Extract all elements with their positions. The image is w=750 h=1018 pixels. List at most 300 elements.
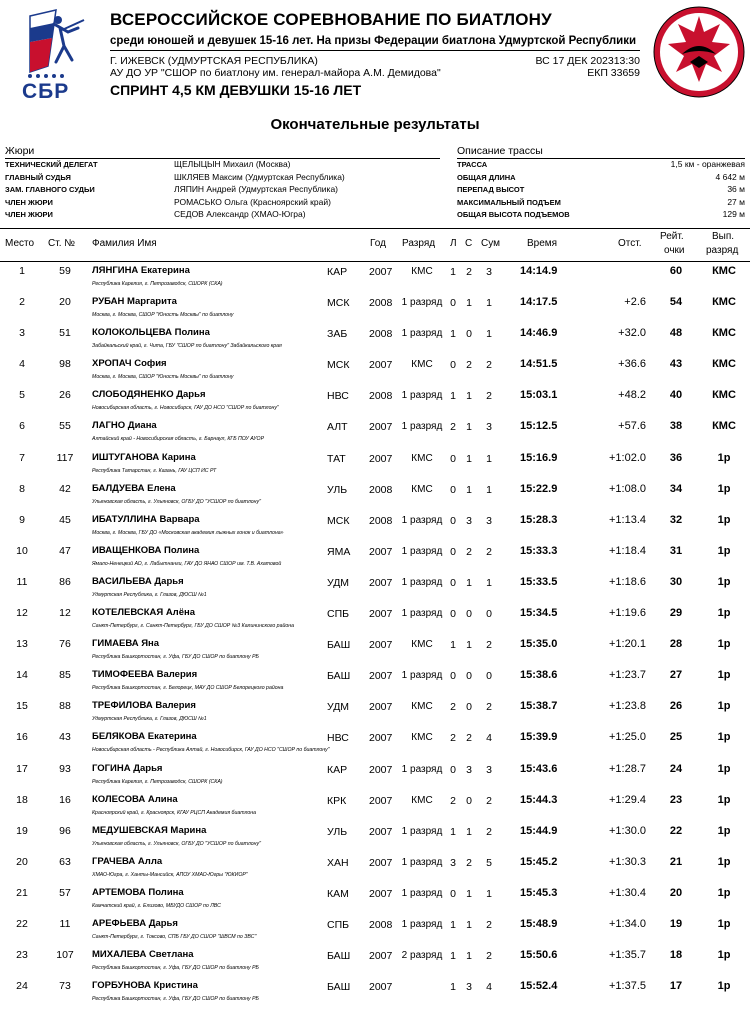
rating-points: 29 bbox=[669, 607, 683, 620]
table-row bbox=[0, 821, 750, 852]
birth-year: 2007 bbox=[369, 266, 393, 278]
table-row bbox=[0, 696, 750, 727]
time-gap: +1:02.0 bbox=[608, 451, 646, 464]
birth-year: 2008 bbox=[369, 514, 393, 527]
rating-points: 17 bbox=[669, 980, 683, 993]
birth-year: 2008 bbox=[369, 297, 393, 310]
finish-time: 15:22.9 bbox=[520, 482, 558, 495]
sport-rank: 1 разряд bbox=[401, 887, 443, 899]
region-code: УДМ bbox=[327, 701, 350, 714]
time-gap: +32.0 bbox=[618, 327, 646, 340]
athlete-club: Алтайский край - Новосибирская область, г. Барнаул, КГБ ПОУ АУОР bbox=[92, 436, 265, 443]
col-name: Фамилия Имя bbox=[92, 238, 157, 249]
region-code: УДМ bbox=[327, 576, 350, 589]
jury-row bbox=[5, 197, 440, 210]
region-code: МСК bbox=[327, 359, 350, 372]
standing-misses: 3 bbox=[466, 514, 472, 527]
col-place: Место bbox=[5, 238, 35, 249]
birth-year: 2007 bbox=[369, 701, 393, 714]
finish-time: 15:45.3 bbox=[520, 886, 558, 899]
sport-rank: КМС bbox=[411, 359, 433, 371]
athlete-club: Республика Башкортостан, г. Белорецк, МАУ ДО СШОР Белорецкого района bbox=[92, 685, 284, 692]
athlete-club: Республика Татарстан, г. Казань, ГАУ ЦСП ИС РТ bbox=[92, 467, 217, 474]
birth-year: 2007 bbox=[369, 794, 393, 807]
track-title: Описание трассы bbox=[457, 145, 543, 157]
standing-misses: 2 bbox=[466, 545, 472, 558]
rating-points: 32 bbox=[669, 513, 683, 526]
finish-time: 15:16.9 bbox=[520, 451, 558, 464]
rating-points: 20 bbox=[669, 886, 683, 899]
birth-year: 2007 bbox=[369, 452, 393, 465]
city: Г. ИЖЕВСК (УДМУРТСКАЯ РЕСПУБЛИКА) bbox=[110, 55, 318, 67]
prone-misses: 3 bbox=[450, 856, 456, 869]
birth-year: 2007 bbox=[369, 359, 393, 372]
finish-time: 15:33.3 bbox=[520, 544, 558, 557]
athlete-name: ТИМОФЕЕВА Валерия bbox=[92, 669, 198, 681]
bib-number: 12 bbox=[59, 607, 71, 620]
finish-time: 15:43.6 bbox=[520, 762, 558, 775]
total-misses: 3 bbox=[486, 514, 492, 527]
birth-year: 2007 bbox=[369, 421, 393, 434]
page-title: ВСЕРОССИЙСКОЕ СОРЕВНОВАНИЕ ПО БИАТЛОНУ bbox=[110, 10, 552, 29]
place: 13 bbox=[16, 638, 28, 651]
header-divider bbox=[110, 50, 640, 51]
bib-number: 73 bbox=[59, 980, 71, 993]
prone-misses: 1 bbox=[450, 639, 456, 652]
bib-number: 107 bbox=[56, 949, 74, 962]
place: 10 bbox=[16, 544, 28, 557]
bib-number: 98 bbox=[59, 358, 71, 371]
athlete-club: Республика Карелия, г. Петрозаводск, СШОРК (СКА) bbox=[92, 778, 223, 785]
region-code: БАШ bbox=[327, 950, 351, 963]
rating-points: 43 bbox=[669, 358, 683, 371]
bib-number: 26 bbox=[59, 389, 71, 402]
standing-misses: 0 bbox=[466, 608, 472, 621]
athlete-name: ВАСИЛЬЕВА Дарья bbox=[92, 575, 184, 587]
prone-misses: 2 bbox=[450, 421, 456, 434]
sport-rank: 1 разряд bbox=[401, 918, 443, 930]
region-code: ТАТ bbox=[327, 452, 346, 465]
time-gap: +57.6 bbox=[618, 420, 646, 433]
finish-time: 15:03.1 bbox=[520, 389, 558, 402]
total-misses: 3 bbox=[486, 421, 492, 434]
date-time: ВС 17 ДЕК 202313:30 bbox=[535, 55, 640, 67]
athlete-name: ГОРБУНОВА Кристина bbox=[92, 980, 198, 992]
rating-points: 38 bbox=[669, 420, 683, 433]
time-gap: +1:23.7 bbox=[608, 669, 646, 682]
jury-role: ЧЛЕН ЖЮРИ bbox=[5, 210, 53, 219]
time-gap: +1:37.5 bbox=[608, 980, 646, 993]
rating-points: 26 bbox=[669, 700, 683, 713]
col-category-l1: Вып. bbox=[712, 231, 735, 242]
jury-member: ЛЯПИН Андрей (Удмуртская Республика) bbox=[174, 184, 339, 194]
prone-misses: 2 bbox=[450, 701, 456, 714]
region-code: МСК bbox=[327, 514, 350, 527]
rating-points: 24 bbox=[669, 762, 683, 775]
region-code: ЯМА bbox=[327, 545, 351, 558]
region-code: МСК bbox=[327, 297, 350, 310]
table-row bbox=[0, 292, 750, 323]
track-value: 4 642 м bbox=[715, 171, 745, 182]
table-row bbox=[0, 634, 750, 665]
jury-row bbox=[5, 184, 440, 197]
sport-rank: 1 разряд bbox=[401, 670, 443, 682]
track-value: 129 м bbox=[722, 209, 745, 219]
prone-misses: 2 bbox=[450, 732, 456, 745]
jury-role: ЗАМ. ГЛАВНОГО СУДЬИ bbox=[5, 185, 95, 194]
bib-number: 42 bbox=[59, 482, 71, 495]
athlete-name: ИВАЩЕНКОВА Полина bbox=[92, 544, 200, 556]
table-row bbox=[0, 572, 750, 603]
birth-year: 2008 bbox=[369, 483, 393, 496]
athlete-name: ЛАГНО Диана bbox=[92, 420, 157, 432]
organizer: АУ ДО УР "СШОР по биатлону им. генерал-майора А.М. Демидова" bbox=[110, 67, 441, 79]
athlete-club: Забайкальский край, г. Чита, ГБУ "СШОР по биатлону" Забайкальского края bbox=[92, 343, 282, 350]
achieved-rank: 1р bbox=[717, 607, 731, 620]
rating-points: 40 bbox=[669, 389, 683, 402]
sbr-logo bbox=[8, 6, 88, 104]
athlete-club: Камчатский край, г. Елизово, МБУДО СШОР по ЛВС bbox=[92, 902, 221, 909]
athlete-club: Республика Башкортостан, г. Уфа, ГБУ ДО СШОР по биатлону РБ bbox=[92, 654, 259, 661]
jury-role: ЧЛЕН ЖЮРИ bbox=[5, 197, 53, 207]
bib-number: 11 bbox=[59, 917, 71, 930]
region-code: КАМ bbox=[327, 887, 349, 900]
finish-time: 14:17.5 bbox=[520, 296, 558, 309]
standing-misses: 2 bbox=[466, 359, 472, 372]
standing-misses: 1 bbox=[466, 887, 472, 900]
finish-time: 15:44.3 bbox=[520, 793, 558, 806]
athlete-name: АРЕФЬЕВА Дарья bbox=[92, 917, 178, 929]
ekp-number: ЕКП 33659 bbox=[587, 67, 640, 79]
sport-rank: 2 разряд bbox=[401, 950, 443, 962]
athlete-name: ГОГИНА Дарья bbox=[92, 762, 163, 774]
time-gap: +1:28.7 bbox=[608, 762, 646, 775]
rating-points: 60 bbox=[669, 265, 683, 277]
track-value: 27 м bbox=[727, 196, 745, 207]
birth-year: 2007 bbox=[369, 639, 393, 652]
athlete-name: КОТЕЛЕВСКАЯ Алёна bbox=[92, 607, 196, 619]
col-gap: Отст. bbox=[618, 238, 642, 249]
achieved-rank: 1р bbox=[717, 917, 731, 930]
birth-year: 2007 bbox=[369, 825, 393, 838]
table-row bbox=[0, 479, 750, 510]
time-gap: +1:35.7 bbox=[608, 949, 646, 962]
rating-points: 28 bbox=[669, 638, 683, 651]
athlete-club: Ульяновская область, г. Ульяновск, ОГБУ ДО "УСШОР по биатлону" bbox=[92, 498, 261, 505]
standing-misses: 1 bbox=[466, 825, 472, 838]
athlete-name: ГРАЧЕВА Алла bbox=[92, 855, 163, 867]
table-row bbox=[0, 883, 750, 914]
total-misses: 1 bbox=[486, 328, 492, 341]
total-misses: 4 bbox=[486, 981, 492, 994]
standing-misses: 1 bbox=[466, 576, 472, 589]
sport-rank: 1 разряд bbox=[401, 825, 443, 837]
place: 15 bbox=[16, 700, 28, 713]
track-label: ПЕРЕПАД ВЫСОТ bbox=[457, 185, 525, 194]
standing-misses: 1 bbox=[466, 483, 472, 496]
col-sum: Сум bbox=[481, 238, 500, 249]
region-code: НВС bbox=[327, 390, 349, 403]
rating-points: 31 bbox=[669, 544, 683, 557]
place: 21 bbox=[16, 886, 28, 899]
bib-number: 117 bbox=[56, 451, 74, 464]
achieved-rank: 1р bbox=[717, 731, 731, 744]
rating-points: 23 bbox=[669, 793, 683, 806]
athlete-name: МИХАЛЕВА Светлана bbox=[92, 949, 194, 961]
col-points-l1: Рейт. bbox=[660, 231, 684, 242]
finish-time: 14:46.9 bbox=[520, 327, 558, 340]
athlete-club: Республика Башкортостан, г. Уфа, ГБУ ДО СШОР по биатлону РБ bbox=[92, 996, 259, 1003]
achieved-rank: КМС bbox=[712, 265, 736, 277]
prone-misses: 0 bbox=[450, 608, 456, 621]
time-gap: +1:25.0 bbox=[608, 731, 646, 744]
time-gap: +1:20.1 bbox=[608, 638, 646, 651]
time-gap: +1:30.0 bbox=[608, 824, 646, 837]
prone-misses: 0 bbox=[450, 514, 456, 527]
region-code: ЗАБ bbox=[327, 328, 348, 341]
table-row bbox=[0, 603, 750, 634]
athlete-name: БЕЛЯКОВА Екатерина bbox=[92, 731, 197, 743]
standing-misses: 1 bbox=[466, 639, 472, 652]
results-list bbox=[0, 261, 750, 1007]
federation-abbr: СБР bbox=[22, 80, 70, 103]
prone-misses: 0 bbox=[450, 670, 456, 683]
total-misses: 3 bbox=[486, 266, 492, 278]
time-gap: +48.2 bbox=[618, 389, 646, 402]
table-row bbox=[0, 541, 750, 572]
jury-member: СЕДОВ Александр (ХМАО-Югра) bbox=[174, 209, 306, 219]
standing-misses: 0 bbox=[466, 794, 472, 807]
athlete-club: Республика Карелия, г. Петрозаводск, СШОРК (СКА) bbox=[92, 281, 223, 287]
birth-year: 2007 bbox=[369, 981, 393, 994]
athlete-club: Новосибирская область, г. Новосибирск, ГАУ ДО НСО "СШОР по биатлону" bbox=[92, 405, 279, 412]
bib-number: 47 bbox=[59, 544, 71, 557]
achieved-rank: 1р bbox=[717, 980, 731, 993]
bib-number: 45 bbox=[59, 513, 71, 526]
athlete-name: ИШТУГАНОВА Карина bbox=[92, 451, 196, 463]
bib-number: 86 bbox=[59, 575, 71, 588]
table-row bbox=[0, 790, 750, 821]
rating-points: 22 bbox=[669, 824, 683, 837]
athlete-name: БАЛДУЕВА Елена bbox=[92, 482, 176, 494]
total-misses: 1 bbox=[486, 887, 492, 900]
region-code: СПБ bbox=[327, 608, 350, 621]
achieved-rank: 1р bbox=[717, 855, 731, 868]
achieved-rank: 1р bbox=[717, 886, 731, 899]
place: 24 bbox=[16, 980, 28, 993]
finish-time: 15:35.0 bbox=[520, 638, 558, 651]
total-misses: 2 bbox=[486, 359, 492, 372]
jury-member: ЩЕЛЫЦЫН Михаил (Москва) bbox=[174, 159, 291, 169]
athlete-name: МЕДУШЕВСКАЯ Марина bbox=[92, 824, 207, 836]
track-row bbox=[457, 197, 745, 210]
event-title: СПРИНТ 4,5 КМ ДЕВУШКИ 15-16 ЛЕТ bbox=[110, 82, 362, 98]
bib-number: 20 bbox=[59, 296, 71, 309]
finish-time: 15:44.9 bbox=[520, 824, 558, 837]
track-label: МАКСИМАЛЬНЫЙ ПОДЪЕМ bbox=[457, 197, 561, 207]
table-row bbox=[0, 665, 750, 696]
achieved-rank: 1р bbox=[717, 638, 731, 651]
table-row bbox=[0, 945, 750, 976]
jury-role: ТЕХНИЧЕСКИЙ ДЕЛЕГАТ bbox=[5, 160, 98, 169]
standing-misses: 0 bbox=[466, 701, 472, 714]
time-gap: +1:13.4 bbox=[608, 513, 646, 526]
standing-misses: 2 bbox=[466, 266, 472, 278]
athlete-club: Республика Башкортостан, г. Уфа, ГБУ ДО СШОР по биатлону РБ bbox=[92, 965, 259, 972]
rating-points: 21 bbox=[669, 855, 683, 868]
athlete-name: ХРОПАЧ София bbox=[92, 358, 167, 370]
time-gap: +1:19.6 bbox=[608, 607, 646, 620]
track-row bbox=[457, 159, 745, 172]
finish-time: 14:51.5 bbox=[520, 358, 558, 371]
achieved-rank: КМС bbox=[712, 389, 736, 402]
place: 11 bbox=[16, 575, 28, 588]
total-misses: 1 bbox=[486, 483, 492, 496]
bib-number: 51 bbox=[59, 327, 71, 340]
birth-year: 2007 bbox=[369, 763, 393, 776]
athlete-name: СЛОБОДЯНЕНКО Дарья bbox=[92, 389, 206, 401]
athlete-club: Москва, г. Москва, СШОР "Юность Москвы" по биатлону bbox=[92, 374, 234, 381]
bib-number: 43 bbox=[59, 731, 71, 744]
jury-row bbox=[5, 159, 440, 172]
standing-misses: 3 bbox=[466, 763, 472, 776]
prone-misses: 0 bbox=[450, 452, 456, 465]
standing-misses: 0 bbox=[466, 670, 472, 683]
jury-table bbox=[5, 158, 440, 222]
region-code: УЛЬ bbox=[327, 825, 348, 838]
prone-misses: 0 bbox=[450, 545, 456, 558]
place: 2 bbox=[19, 296, 25, 309]
finish-time: 15:45.2 bbox=[520, 855, 558, 868]
bib-number: 88 bbox=[59, 700, 71, 713]
place: 18 bbox=[16, 793, 28, 806]
table-row bbox=[0, 727, 750, 758]
sport-rank: 1 разряд bbox=[401, 576, 443, 588]
bib-number: 55 bbox=[59, 420, 71, 433]
bib-number: 63 bbox=[59, 855, 71, 868]
athlete-name: АРТЕМОВА Полина bbox=[92, 886, 184, 898]
track-value: 1,5 км - оранжевая bbox=[670, 159, 745, 169]
standing-misses: 0 bbox=[466, 328, 472, 341]
bib-number: 76 bbox=[59, 638, 71, 651]
birth-year: 2008 bbox=[369, 390, 393, 403]
place: 19 bbox=[16, 824, 28, 837]
prone-misses: 0 bbox=[450, 887, 456, 900]
table-row bbox=[0, 852, 750, 883]
time-gap: +1:08.0 bbox=[608, 482, 646, 495]
athlete-name: ИБАТУЛЛИНА Варвара bbox=[92, 513, 200, 525]
track-row bbox=[457, 184, 745, 197]
achieved-rank: 1р bbox=[717, 793, 731, 806]
prone-misses: 1 bbox=[450, 918, 456, 931]
athlete-club: Новосибирская область - Республика Алтай, г. Новосибирск, ГАУ ДО НСО "СШОР по биатлону" bbox=[92, 747, 330, 754]
results-title: Окончательные результаты bbox=[270, 116, 480, 133]
finish-time: 15:34.5 bbox=[520, 607, 558, 620]
standing-misses: 1 bbox=[466, 297, 472, 310]
total-misses: 0 bbox=[486, 608, 492, 621]
total-misses: 1 bbox=[486, 297, 492, 310]
athlete-club: Санкт-Петербург, г. Санкт-Петербург, ГБУ ДО СШОР №3 Калининского района bbox=[92, 623, 294, 630]
rating-points: 18 bbox=[669, 949, 683, 962]
table-row bbox=[0, 914, 750, 945]
birth-year: 2007 bbox=[369, 670, 393, 683]
athlete-name: ТРЕФИЛОВА Валерия bbox=[92, 700, 196, 712]
time-gap: +1:30.3 bbox=[608, 855, 646, 868]
sport-rank: КМС bbox=[411, 452, 433, 464]
birth-year: 2007 bbox=[369, 887, 393, 900]
athlete-club: Ульяновская область, г. Ульяновск, ОГБУ ДО "УСШОР по биатлону" bbox=[92, 840, 261, 847]
standing-misses: 2 bbox=[466, 856, 472, 869]
athlete-club: Удмуртская Республика, г. Глазов, ДЮСШ №1 bbox=[92, 591, 207, 598]
sport-rank: 1 разряд bbox=[401, 328, 443, 340]
total-misses: 2 bbox=[486, 918, 492, 931]
standing-misses: 1 bbox=[466, 421, 472, 434]
achieved-rank: 1р bbox=[717, 762, 731, 775]
emblem-icon bbox=[652, 2, 746, 102]
table-row bbox=[0, 323, 750, 354]
region-code: БАШ bbox=[327, 639, 351, 652]
prone-misses: 1 bbox=[450, 266, 456, 278]
total-misses: 2 bbox=[486, 950, 492, 963]
birth-year: 2008 bbox=[369, 918, 393, 931]
rating-points: 25 bbox=[669, 731, 683, 744]
birth-year: 2007 bbox=[369, 545, 393, 558]
finish-time: 15:48.9 bbox=[520, 917, 558, 930]
region-code: ХАН bbox=[327, 856, 349, 869]
sport-rank: 1 разряд bbox=[401, 421, 443, 433]
place: 22 bbox=[16, 917, 28, 930]
achieved-rank: 1р bbox=[717, 513, 731, 526]
athlete-name: РУБАН Маргарита bbox=[92, 296, 177, 308]
jury-title: Жюри bbox=[5, 145, 35, 157]
rating-points: 54 bbox=[669, 296, 683, 309]
total-misses: 2 bbox=[486, 545, 492, 558]
athlete-club: Удмуртская Республика, г. Глазов, ДЮСШ №1 bbox=[92, 716, 207, 723]
bib-number: 59 bbox=[59, 265, 71, 277]
finish-time: 15:38.7 bbox=[520, 700, 558, 713]
table-row bbox=[0, 976, 750, 1007]
region-code: БАШ bbox=[327, 981, 351, 994]
achieved-rank: КМС bbox=[712, 327, 736, 340]
sport-rank: КМС bbox=[411, 701, 433, 713]
athlete-club: Москва, г. Москва, СШОР "Юность Москвы" по биатлону bbox=[92, 312, 234, 319]
sport-rank: 1 разряд bbox=[401, 545, 443, 557]
prone-misses: 0 bbox=[450, 359, 456, 372]
achieved-rank: КМС bbox=[712, 296, 736, 309]
total-misses: 1 bbox=[486, 576, 492, 589]
region-code: БАШ bbox=[327, 670, 351, 683]
region-code: УЛЬ bbox=[327, 483, 348, 496]
sport-rank: КМС bbox=[411, 639, 433, 651]
rating-points: 34 bbox=[669, 482, 683, 495]
track-label: ОБЩАЯ ДЛИНА bbox=[457, 172, 516, 182]
table-row bbox=[0, 448, 750, 479]
track-label: ТРАССА bbox=[457, 160, 488, 169]
standing-misses: 1 bbox=[466, 918, 472, 931]
athlete-name: ГИМАЕВА Яна bbox=[92, 638, 160, 650]
sport-rank: КМС bbox=[411, 483, 433, 495]
jury-role: ГЛАВНЫЙ СУДЬЯ bbox=[5, 172, 71, 182]
time-gap: +1:34.0 bbox=[608, 917, 646, 930]
place: 14 bbox=[16, 669, 28, 682]
total-misses: 2 bbox=[486, 390, 492, 403]
achieved-rank: 1р bbox=[717, 949, 731, 962]
track-row bbox=[457, 209, 745, 222]
sport-rank: 1 разряд bbox=[401, 297, 443, 309]
athlete-name: КОЛОКОЛЬЦЕВА Полина bbox=[92, 327, 210, 339]
finish-time: 15:33.5 bbox=[520, 575, 558, 588]
total-misses: 4 bbox=[486, 732, 492, 745]
